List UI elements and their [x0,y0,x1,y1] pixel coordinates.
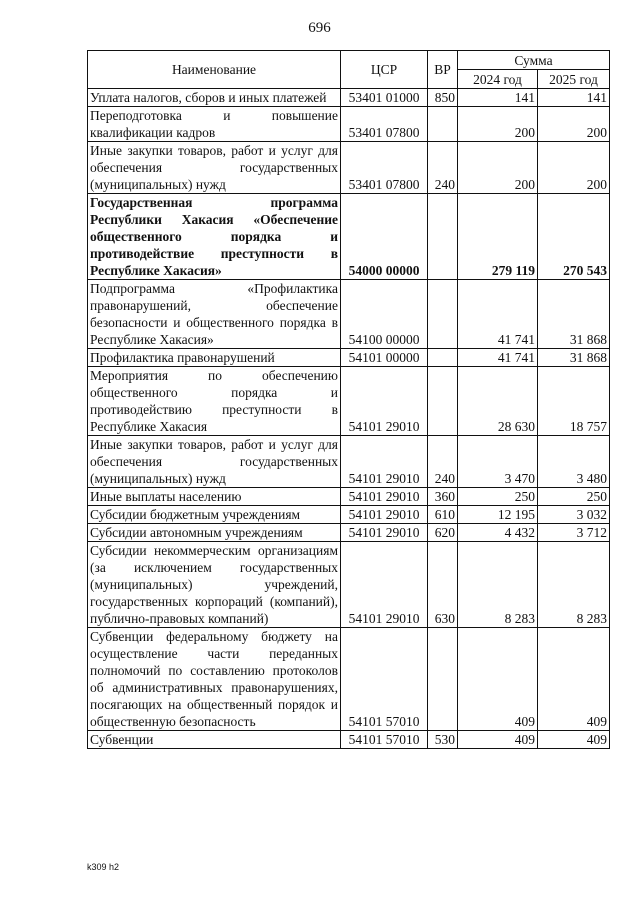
row-csr: 54101 57010 [341,731,428,749]
row-sum-2025: 141 [538,89,610,107]
row-sum-2024: 141 [458,89,538,107]
row-sum-2024: 41 741 [458,280,538,349]
row-vr: 240 [428,436,458,488]
row-name: Субсидии некоммерческим организациям (за исключением государственных (муниципальных) учреждений, государственных корпораций (компаний), публично-правовых компаний) [88,542,341,628]
row-vr: 240 [428,142,458,194]
footer-code: k309 h2 [87,862,120,872]
header-sum: Сумма [458,51,610,70]
row-vr: 530 [428,731,458,749]
table-row [88,731,610,749]
row-name: Уплата налогов, сборов и иных платежей [88,89,341,107]
header-year-2024: 2024 год [458,70,538,89]
row-csr: 53401 07800 [341,142,428,194]
row-sum-2025: 8 283 [538,542,610,628]
row-vr: 610 [428,506,458,524]
row-vr [428,349,458,367]
row-name: Иные закупки товаров, работ и услуг для обеспечения государственных (муниципальных) нужд [88,436,341,488]
row-vr: 360 [428,488,458,506]
row-csr: 54101 29010 [341,506,428,524]
row-sum-2024: 3 470 [458,436,538,488]
table-row [88,107,610,142]
row-sum-2024: 250 [458,488,538,506]
table-row [88,506,610,524]
row-name: Субвенции [88,731,341,749]
row-sum-2025: 18 757 [538,367,610,436]
header-csr: ЦСР [341,51,428,89]
row-sum-2025: 3 032 [538,506,610,524]
row-csr: 54101 57010 [341,628,428,731]
row-sum-2024: 409 [458,731,538,749]
row-vr: 850 [428,89,458,107]
row-sum-2024: 279 119 [458,194,538,280]
row-csr: 54000 00000 [341,194,428,280]
table-row [88,524,610,542]
row-csr: 54101 29010 [341,367,428,436]
table-row [88,436,610,488]
row-sum-2024: 200 [458,142,538,194]
table-row [88,488,610,506]
row-vr [428,367,458,436]
table-row [88,194,610,280]
header-name: Наименование [88,51,341,89]
row-sum-2024: 200 [458,107,538,142]
table-row [88,349,610,367]
row-csr: 54100 00000 [341,280,428,349]
row-sum-2025: 3 480 [538,436,610,488]
row-sum-2025: 31 868 [538,280,610,349]
row-csr: 54101 29010 [341,436,428,488]
row-name: Профилактика правонарушений [88,349,341,367]
header-vr: ВР [428,51,458,89]
row-sum-2025: 200 [538,142,610,194]
table-row [88,89,610,107]
budget-table [87,50,610,749]
row-sum-2024: 4 432 [458,524,538,542]
row-sum-2024: 409 [458,628,538,731]
row-csr: 54101 29010 [341,542,428,628]
row-name: Субсидии бюджетным учреждениям [88,506,341,524]
row-name: Иные закупки товаров, работ и услуг для обеспечения государственных (муниципальных) нужд [88,142,341,194]
table-row [88,628,610,731]
row-vr [428,280,458,349]
table-row [88,142,610,194]
row-vr: 620 [428,524,458,542]
row-csr: 53401 01000 [341,89,428,107]
row-vr [428,628,458,731]
row-sum-2025: 200 [538,107,610,142]
row-sum-2025: 250 [538,488,610,506]
row-vr [428,107,458,142]
row-name: Государственная программа Республики Хакасия «Обеспечение общественного порядка и противодействие преступности в Республике Хакасия» [88,194,341,280]
row-name: Мероприятия по обеспечению общественного порядка и противодействию преступности в Республике Хакасия [88,367,341,436]
row-name: Субсидии автономным учреждениям [88,524,341,542]
row-sum-2025: 409 [538,628,610,731]
row-sum-2025: 270 543 [538,194,610,280]
table-row [88,367,610,436]
row-csr: 53401 07800 [341,107,428,142]
row-name: Иные выплаты населению [88,488,341,506]
row-sum-2025: 409 [538,731,610,749]
row-csr: 54101 29010 [341,488,428,506]
row-sum-2024: 8 283 [458,542,538,628]
row-name: Переподготовка и повышение квалификации кадров [88,107,341,142]
row-vr [428,194,458,280]
row-csr: 54101 00000 [341,349,428,367]
row-sum-2025: 3 712 [538,524,610,542]
row-csr: 54101 29010 [341,524,428,542]
table-row [88,280,610,349]
row-name: Субвенции федеральному бюджету на осуществление части переданных полномочий по составлению протоколов об административных правонарушениях, посягающих на общественный порядок и общественную безопасность [88,628,341,731]
row-sum-2025: 31 868 [538,349,610,367]
row-sum-2024: 12 195 [458,506,538,524]
header-year-2025: 2025 год [538,70,610,89]
table-row [88,542,610,628]
row-sum-2024: 28 630 [458,367,538,436]
page-number: 696 [308,20,331,36]
row-name: Подпрограмма «Профилактика правонарушений, обеспечение безопасности и общественного порядка в Республике Хакасия» [88,280,341,349]
row-sum-2024: 41 741 [458,349,538,367]
row-vr: 630 [428,542,458,628]
